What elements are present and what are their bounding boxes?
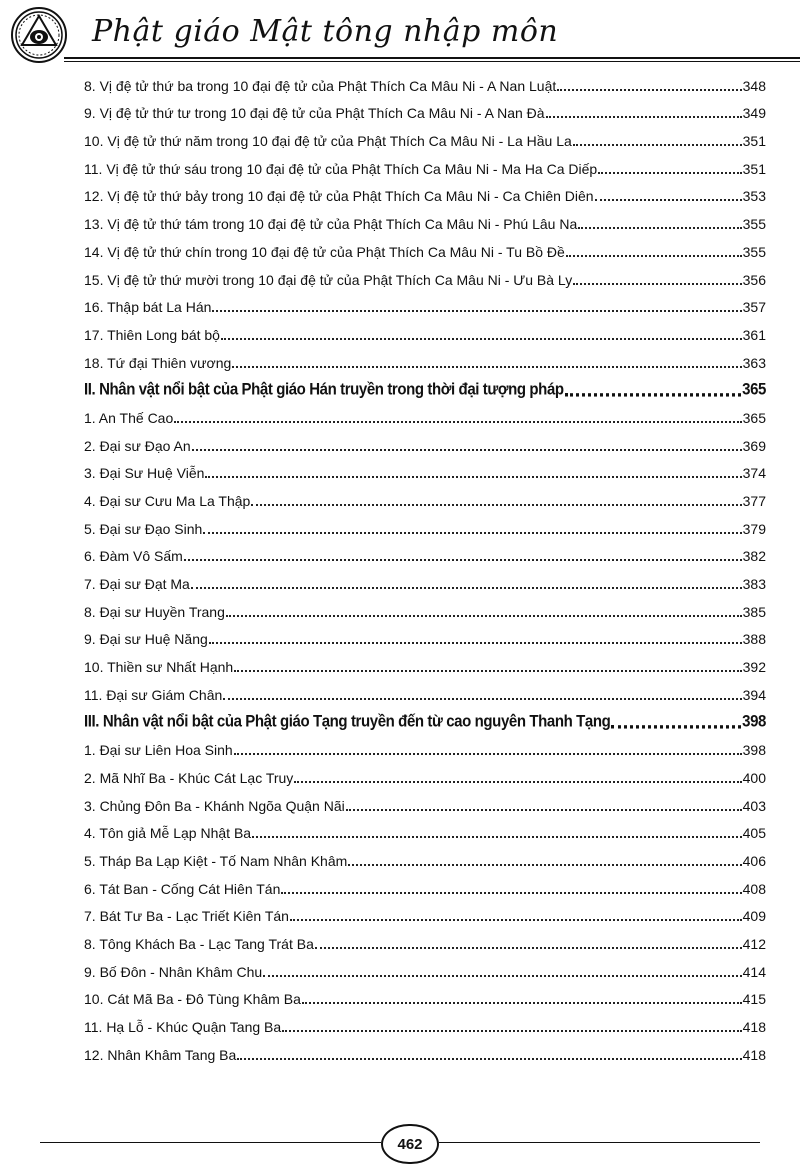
toc-entry (84, 317, 766, 345)
toc-entry-title: 5. Đại sư Đạo Sinh (84, 520, 203, 537)
toc-entry (84, 760, 766, 788)
toc-entry-title: 7. Bát Tư Ba - Lạc Triết Kiên Tán (84, 908, 289, 925)
dot-leader (184, 559, 742, 561)
toc-entry (84, 456, 766, 484)
dot-leader (294, 781, 741, 783)
toc-entry (84, 649, 766, 677)
dot-leader (212, 310, 741, 312)
toc-entry-page: 414 (742, 963, 766, 980)
page-header (0, 0, 800, 66)
dot-leader (237, 1058, 741, 1060)
toc-entry-page: 400 (742, 769, 766, 786)
dot-leader (191, 587, 742, 589)
toc-entry-page: 355 (742, 243, 766, 260)
toc-entry-title: 10. Vị đệ tử thứ năm trong 10 đại đệ tử của Phật Thích Ca Mâu Ni - La Hầu La (84, 133, 572, 150)
toc-entry-page: 383 (742, 576, 766, 593)
toc-entry (84, 539, 766, 567)
toc-entry-title: 4. Tôn giả Mễ Lạp Nhật Ba (84, 825, 252, 842)
toc-entry-title: 10. Thiền sư Nhất Hạnh (84, 659, 234, 676)
toc-entry (84, 871, 766, 899)
toc-entry-title: 6. Tát Ban - Cống Cát Hiên Tán (84, 880, 281, 897)
toc-entry-title: 5. Tháp Ba Lạp Kiệt - Tố Nam Nhân Khâm (84, 852, 348, 869)
toc-entry-title: 13. Vị đệ tử thứ tám trong 10 đại đệ tử của Phật Thích Ca Mâu Ni - Phú Lâu Na (84, 216, 578, 233)
dot-leader (598, 172, 741, 174)
toc-entry (84, 843, 766, 871)
toc-entry (84, 594, 766, 622)
running-header-title: Phật giáo Mật tông nhập môn (92, 14, 559, 49)
dot-leader (578, 227, 741, 229)
toc-entry (84, 123, 766, 151)
toc-entry-title: 2. Mã Nhĩ Ba - Khúc Cát Lạc Truy (84, 769, 294, 786)
toc-entry-title: 9. Đại sư Huệ Năng (84, 631, 208, 648)
toc-entry-title: 11. Đại sư Giám Chân (84, 686, 223, 703)
dot-leader (595, 199, 742, 201)
toc-entry-title: 1. Đại sư Liên Hoa Sinh (84, 742, 233, 759)
toc-entry-title: 8. Tông Khách Ba - Lạc Tang Trát Ba (84, 936, 314, 952)
toc-entry-page: 363 (742, 354, 766, 371)
toc-entry-page: 412 (742, 936, 766, 952)
toc-entry-page: 398 (742, 711, 766, 731)
dot-leader (557, 89, 741, 91)
dot-leader (348, 864, 741, 866)
toc-entry-page: 356 (742, 271, 766, 288)
dot-leader (234, 670, 741, 672)
dot-leader (290, 919, 742, 921)
toc-entry (84, 345, 766, 373)
toc-entry-page: 418 (742, 1019, 766, 1036)
toc-entry-title: 16. Thập bát La Hán (84, 299, 212, 316)
toc-entry-title: 4. Đại sư Cưu Ma La Thập (84, 493, 251, 509)
toc-entry (84, 899, 766, 927)
toc-entry (84, 677, 766, 705)
dot-leader (192, 449, 742, 451)
dot-leader (209, 642, 742, 644)
dot-leader (281, 892, 741, 894)
dot-leader (566, 255, 742, 257)
dot-leader (223, 698, 741, 700)
toc-entry (84, 816, 766, 844)
header-rule-thin (64, 61, 800, 62)
toc-entry-page: 377 (742, 493, 766, 509)
toc-entry-title: 12. Vị đệ tử thứ bảy trong 10 đại đệ tử của Phật Thích Ca Mâu Ni - Ca Chiên Diên (84, 188, 594, 205)
toc-entry-page: 365 (742, 378, 766, 399)
toc-entry-title: 10. Cát Mã Ba - Đô Tùng Khâm Ba (84, 991, 301, 1008)
toc-entry-page: 392 (742, 659, 766, 676)
toc-entry (84, 954, 766, 982)
toc-entry-page: 351 (742, 133, 766, 150)
dot-leader (302, 1002, 742, 1004)
toc-entry-title: 7. Đại sư Đạt Ma (84, 576, 190, 593)
toc-entry-page: 357 (742, 299, 766, 316)
toc-entry (84, 68, 766, 96)
footer-ornament-right (439, 1142, 760, 1143)
toc-entry-title: 15. Vị đệ tử thứ mười trong 10 đại đệ tử của Phật Thích Ca Mâu Ni - Ưu Bà Ly (84, 271, 573, 288)
footer-ornament-left (40, 1142, 381, 1143)
toc-entry (84, 483, 766, 511)
toc-entry-page: 365 (742, 409, 766, 426)
dharma-wheel-emblem-icon (10, 6, 68, 64)
dot-leader (315, 947, 742, 949)
toc-entry (84, 290, 766, 318)
toc-entry (84, 151, 766, 179)
toc-entry (84, 622, 766, 650)
toc-entry (84, 400, 766, 428)
toc-entry (84, 982, 766, 1010)
dot-leader (263, 975, 741, 977)
toc-entry-page: 382 (742, 548, 766, 565)
toc-entry-page: 388 (742, 631, 766, 648)
dot-leader (282, 1030, 741, 1032)
dot-leader (232, 366, 741, 368)
toc-entry (84, 262, 766, 290)
toc-entry (84, 733, 766, 761)
toc-entry-title: 2. Đại sư Đạo An (84, 437, 191, 454)
dot-leader (546, 116, 742, 118)
toc-entry-page: 374 (742, 465, 766, 482)
toc-entry-page: 415 (742, 991, 766, 1008)
toc-entry-page: 349 (742, 105, 766, 122)
dot-leader (573, 144, 742, 146)
page-number: 462 (381, 1124, 439, 1164)
toc-entry-page: 398 (742, 742, 766, 759)
toc-entry-page: 406 (742, 852, 766, 869)
toc-entry-title: 8. Đại sư Huyền Trang (84, 603, 225, 620)
dot-leader (251, 504, 741, 506)
toc-entry-page: 348 (742, 77, 766, 94)
toc-entry-title: II. Nhân vật nổi bật của Phật giáo Hán truyền trong thời đại tượng pháp (84, 378, 564, 399)
dot-leader (234, 753, 742, 755)
toc-section-heading (84, 369, 766, 400)
dot-leader (565, 392, 742, 395)
toc-entry-page: 405 (742, 825, 766, 842)
page-footer (0, 1120, 800, 1170)
toc-entry (84, 926, 766, 954)
header-rule (64, 57, 800, 59)
table-of-contents (84, 68, 766, 1065)
toc-entry (84, 566, 766, 594)
toc-entry (84, 788, 766, 816)
toc-entry-title: 3. Chủng Đôn Ba - Khánh Ngõa Quận Nãi (84, 797, 345, 814)
toc-entry-title: 6. Đàm Vô Sấm (84, 548, 183, 565)
dot-leader (346, 809, 742, 811)
toc-entry (84, 1037, 766, 1065)
dot-leader (252, 836, 742, 838)
toc-entry-title: 9. Bố Đôn - Nhân Khâm Chu (84, 963, 263, 980)
toc-entry-page: 409 (742, 908, 766, 925)
toc-entry-page: 351 (742, 160, 766, 177)
dot-leader (203, 532, 741, 534)
toc-entry (84, 179, 766, 207)
toc-entry-title: 11. Hạ Lỗ - Khúc Quận Tang Ba (84, 1019, 282, 1036)
toc-entry-page: 379 (742, 520, 766, 537)
toc-entry-page: 408 (742, 880, 766, 897)
dot-leader (573, 283, 741, 285)
dot-leader (205, 476, 741, 478)
toc-entry-title: 9. Vị đệ tử thứ tư trong 10 đại đệ tử của Phật Thích Ca Mâu Ni - A Nan Đà (84, 105, 545, 122)
toc-entry (84, 1009, 766, 1037)
toc-entry-page: 394 (742, 686, 766, 703)
toc-entry-title: 18. Tứ đại Thiên vương (84, 354, 232, 371)
toc-entry-page: 403 (742, 797, 766, 814)
toc-entry-title: 17. Thiên Long bát bộ (84, 326, 220, 343)
toc-entry (84, 511, 766, 539)
dot-leader (174, 421, 741, 423)
toc-entry-title: III. Nhân vật nổi bật của Phật giáo Tạng truyền đến từ cao nguyên Thanh Tạng (84, 711, 611, 731)
toc-section-heading (84, 701, 766, 732)
toc-entry (84, 428, 766, 456)
toc-entry-page: 369 (742, 437, 766, 454)
toc-entry-page: 355 (742, 216, 766, 233)
toc-entry-title: 8. Vị đệ tử thứ ba trong 10 đại đệ tử của Phật Thích Ca Mâu Ni - A Nan Luật (84, 77, 557, 94)
toc-entry (84, 96, 766, 124)
toc-entry-title: 3. Đại Sư Huệ Viễn (84, 465, 205, 482)
dot-leader (221, 338, 742, 340)
toc-entry-page: 361 (742, 326, 766, 343)
toc-entry-page: 385 (742, 603, 766, 620)
toc-entry (84, 206, 766, 234)
toc-entry-title: 14. Vị đệ tử thứ chín trong 10 đại đệ tử của Phật Thích Ca Mâu Ni - Tu Bồ Đề (84, 243, 565, 260)
toc-entry-page: 353 (742, 188, 766, 205)
dot-leader (226, 615, 742, 617)
toc-entry-page: 418 (742, 1046, 766, 1063)
toc-entry-title: 11. Vị đệ tử thứ sáu trong 10 đại đệ tử của Phật Thích Ca Mâu Ni - Ma Ha Ca Diếp (84, 160, 598, 177)
toc-entry (84, 234, 766, 262)
toc-entry-title: 1. An Thế Cao (84, 409, 174, 426)
dot-leader (611, 725, 741, 728)
toc-entry-title: 12. Nhân Khâm Tang Ba (84, 1046, 237, 1063)
